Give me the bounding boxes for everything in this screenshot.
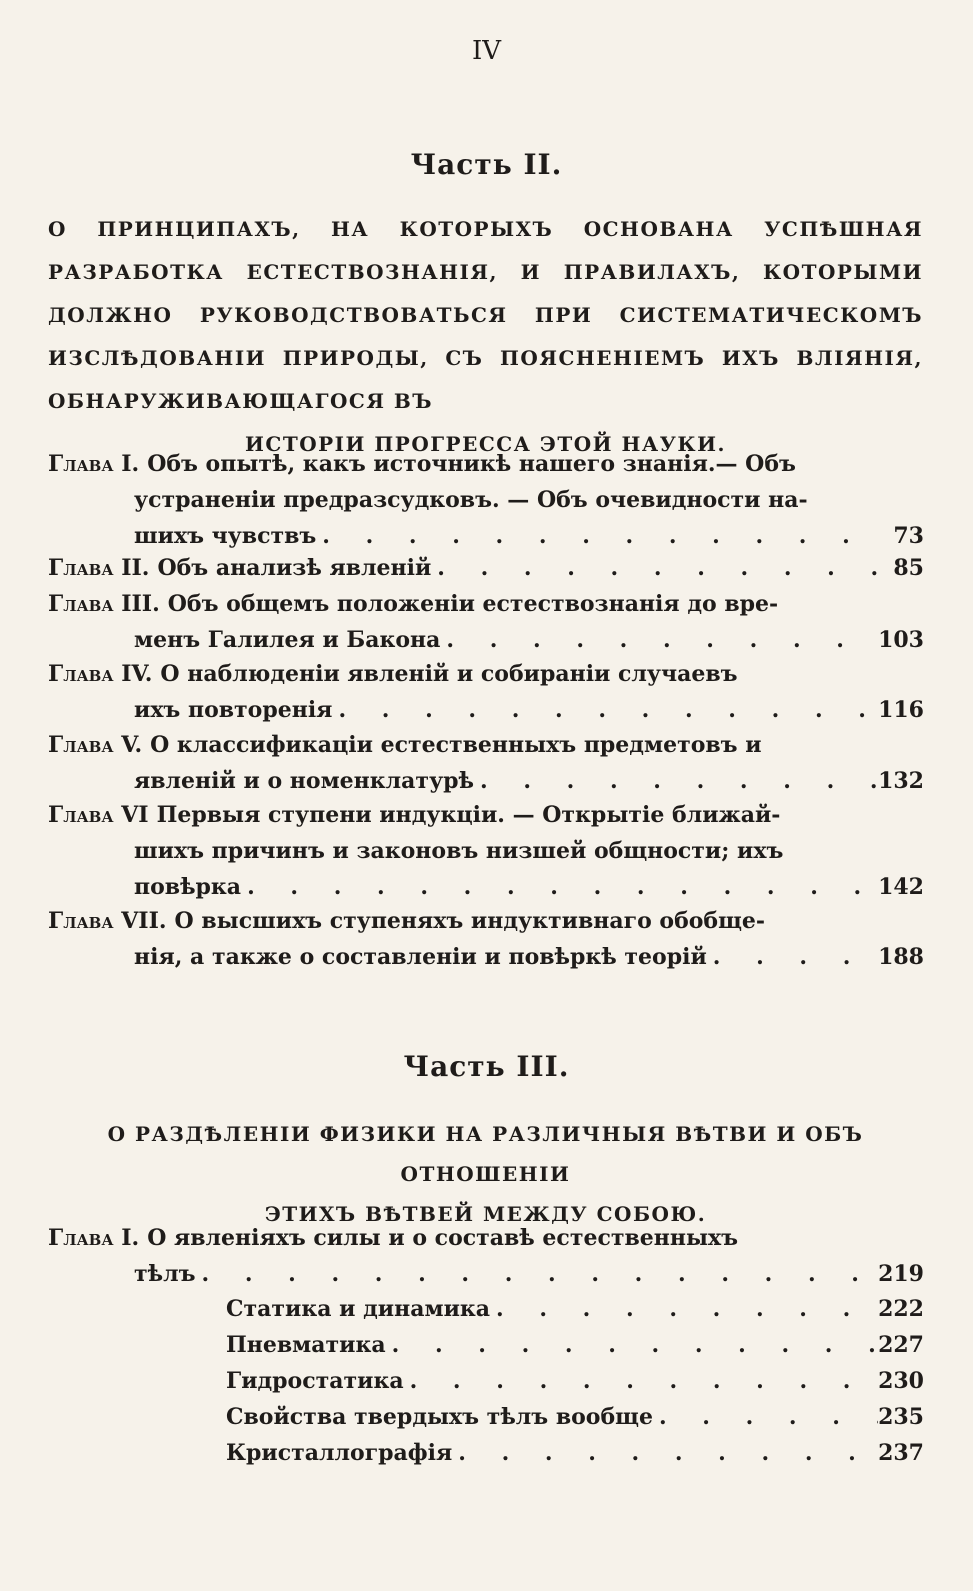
leader-dots <box>431 550 880 586</box>
chapter-text: шихъ причинъ и законовъ низшей общности; ихъ <box>134 838 784 864</box>
leader-dots <box>196 1256 879 1292</box>
subsection-title: Пневматика <box>226 1332 386 1358</box>
chapter-entry <box>48 446 924 554</box>
subsection-entry <box>226 1291 924 1327</box>
chapter-text: явленій и о номенклатурѣ <box>134 768 475 794</box>
page-ref: 222 <box>878 1296 924 1322</box>
chapter-label: Глава VII. <box>48 908 167 934</box>
page-ref: 237 <box>878 1440 924 1466</box>
chapter-entry <box>48 903 924 975</box>
page-ref: 188 <box>878 944 924 970</box>
page-ref: 85 <box>893 555 924 581</box>
chapter-entry <box>48 1220 924 1292</box>
chapter-label: Глава II. <box>48 555 150 581</box>
chapter-text: Объ общемъ положеніи естествознанія до вре- <box>167 591 779 617</box>
subsection-entry <box>226 1435 924 1471</box>
chapter-text: менъ Галилея и Бакона <box>134 627 441 653</box>
page-ref: 227 <box>878 1332 924 1358</box>
leader-dots <box>440 622 878 658</box>
part-2-description-text: О ПРИНЦИПАХЪ, НА КОТОРЫХЪ ОСНОВАНА УСПѢШНАЯ РАЗРАБОТКА ЕСТЕСТВОЗНАНІЯ, И ПРАВИЛАХЪ, КОТОРЫМИ ДОЛЖНО РУКОВОДСТВОВАТЬСЯ ПРИ СИСТЕМАТИЧЕСКОМЪ ИЗСЛѢДОВАНІИ ПРИРОДЫ, СЪ ПОЯСНЕНІЕМЪ ИХЪ ВЛІЯНІЯ, ОБНАРУЖИВАЮЩАГОСЯ ВЪ <box>48 217 923 413</box>
subsection-title: Гидростатика <box>226 1368 404 1394</box>
leader-dots <box>653 1399 878 1435</box>
subsection-title: Статика и динамика <box>226 1296 491 1322</box>
leader-dots <box>474 763 878 799</box>
leader-dots <box>452 1435 878 1471</box>
page-ref: 132 <box>878 768 924 794</box>
leader-dots <box>386 1327 878 1363</box>
chapter-entry <box>48 586 924 658</box>
subsection-title: Кристаллографія <box>226 1440 453 1466</box>
part-2-description <box>48 208 923 466</box>
part-2-title: Часть II. <box>410 148 563 181</box>
chapter-text: Объ анализѣ явленій <box>157 555 432 581</box>
chapter-label: Глава IV. <box>48 661 153 687</box>
chapter-text: ихъ повторенія <box>134 697 333 723</box>
subsection-title: Свойства твердыхъ тѣлъ вообще <box>226 1404 653 1430</box>
page-ref: 230 <box>878 1368 924 1394</box>
chapter-entry <box>48 656 924 728</box>
chapter-entry <box>48 550 924 586</box>
subsection-entry <box>226 1327 924 1363</box>
page-ref: 73 <box>893 523 924 549</box>
subsection-entry <box>226 1399 924 1435</box>
page-ref: 219 <box>878 1261 924 1287</box>
part-3-description-text: О РАЗДѢЛЕНІИ ФИЗИКИ НА РАЗЛИЧНЫЯ ВѢТВИ И ОБЪ ОТНОШЕНІИ <box>107 1122 864 1186</box>
chapter-text: нія, а также о составленіи и повѣркѣ теорій <box>134 944 707 970</box>
leader-dots <box>316 518 880 554</box>
chapter-text: О явленіяхъ силы и о составѣ естественныхъ <box>147 1225 739 1251</box>
chapter-entry <box>48 727 924 799</box>
chapter-text: тѣлъ <box>134 1261 196 1287</box>
part-2-description-last: ИСТОРІИ ПРОГРЕССА ЭТОЙ НАУКИ. <box>245 432 726 456</box>
page-number: IV <box>471 36 502 66</box>
page-ref: 235 <box>878 1404 924 1430</box>
chapter-text: Объ опытѣ, какъ источникѣ нашего знанія.— Объ <box>147 451 796 477</box>
subsection-list <box>226 1291 924 1471</box>
leader-dots <box>707 939 878 975</box>
page-ref: 116 <box>878 697 924 723</box>
chapter-label: Глава III. <box>48 591 160 617</box>
subsection-entry <box>226 1363 924 1399</box>
page-ref: 142 <box>878 874 924 900</box>
chapter-label: Глава V. <box>48 732 143 758</box>
part-3-title: Часть III. <box>403 1050 570 1083</box>
part-3-description-last: ЭТИХЪ ВѢТВЕЙ МЕЖДУ СОБОЮ. <box>264 1202 707 1226</box>
chapter-label: Глава I. <box>48 451 140 477</box>
chapter-text: О высшихъ ступеняхъ индуктивнаго обобще- <box>174 908 766 934</box>
leader-dots <box>404 1363 878 1399</box>
leader-dots <box>332 692 878 728</box>
leader-dots <box>241 869 878 905</box>
chapter-text: повѣрка <box>134 874 242 900</box>
page-ref: 103 <box>878 627 924 653</box>
chapter-text: устраненіи предразсудковъ. — Объ очевидности на- <box>134 487 808 513</box>
chapter-text: О классификаціи естественныхъ предметовъ и <box>150 732 762 758</box>
chapter-text: шихъ чувствъ <box>134 523 317 549</box>
chapter-label: Глава I. <box>48 1225 140 1251</box>
part-3-description <box>48 1114 923 1234</box>
leader-dots <box>490 1291 878 1327</box>
chapter-text: О наблюденіи явленій и собираніи случаевъ <box>160 661 738 687</box>
chapter-text: Первыя ступени индукціи. — Открытіе ближай- <box>156 802 781 828</box>
chapter-entry <box>48 797 924 905</box>
chapter-label: Глава VI <box>48 802 149 828</box>
